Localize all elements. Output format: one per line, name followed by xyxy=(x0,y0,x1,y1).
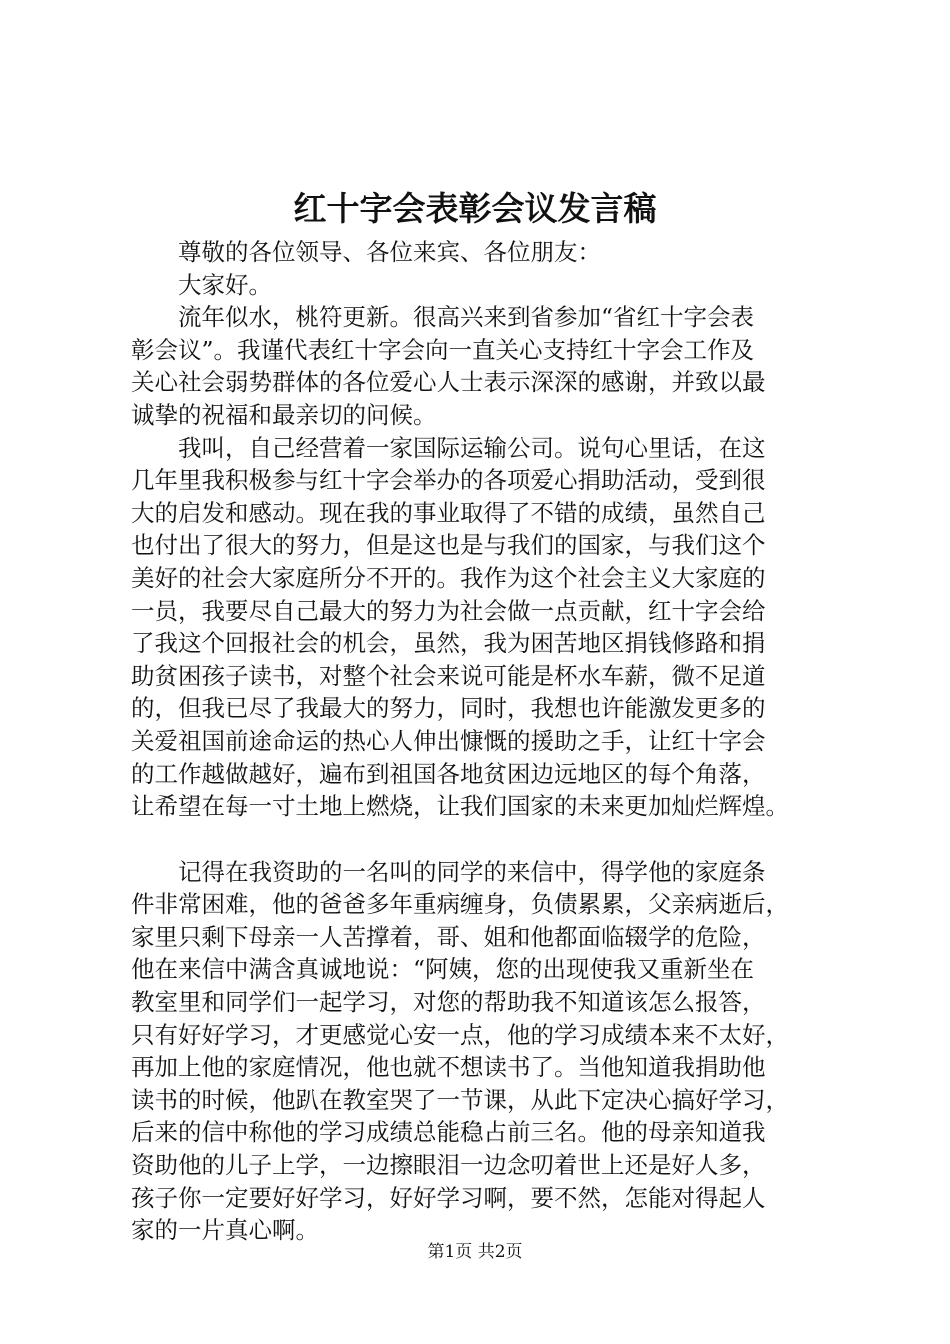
text-line: 家里只剩下母亲一人苦撑着，哥、姐和他都面临辍学的危险， xyxy=(131,922,766,951)
text-line: 他在来信中满含真诚地说：“阿姨，您的出现使我又重新坐在 xyxy=(131,955,755,984)
text-line: 关爱祖国前途命运的热心人伸出慷慨的援助之手，让红十字会 xyxy=(131,726,766,755)
text-line: 读书的时候，他趴在教室哭了一节课，从此下定决心搞好学习， xyxy=(131,1085,789,1114)
text-line: 助贫困孩子读书，对整个社会来说可能是杯水车薪，微不足道 xyxy=(131,661,766,690)
text-line: 件非常困难，他的爸爸多年重病缠身，负债累累，父亲病逝后， xyxy=(131,890,789,919)
text-line: 几年里我积极参与红十字会举办的各项爱心捐助活动，受到很 xyxy=(131,466,766,495)
document-title: 红十字会表彰会议发言稿 xyxy=(293,189,657,228)
text-line: 彰会议”。我谨代表红十字会向一直关心支持红十字会工作及 xyxy=(131,335,755,364)
text-line: 后来的信中称他的学习成绩总能稳占前三名。他的母亲知道我 xyxy=(131,1118,766,1147)
paragraph-self xyxy=(131,432,851,823)
text-line: 记得在我资助的一名叫的同学的来信中，得学他的家庭条 xyxy=(178,857,766,886)
text-line: 尊敬的各位领导、各位来宾、各位朋友： xyxy=(178,238,601,266)
text-line: 关心社会弱势群体的各位爱心人士表示深深的感谢，并致以最 xyxy=(131,368,766,397)
document-body xyxy=(131,236,851,1247)
text-line: 的，但我已尽了我最大的努力，同时，我想也许能激发更多的 xyxy=(131,694,766,723)
page-footer: 第1页 共2页 xyxy=(427,1242,523,1262)
text-line: 大的启发和感动。现在我的事业取得了不错的成绩，虽然自己 xyxy=(131,498,766,527)
text-line: 家的一片真心啊。 xyxy=(131,1216,319,1245)
text-line: 资助他的儿子上学，一边擦眼泪一边念叨着世上还是好人多， xyxy=(131,1151,766,1180)
text-line: 大家好。 xyxy=(178,270,272,299)
text-line: 只有好好学习，才更感觉心安一点，他的学习成绩本来不太好， xyxy=(131,1020,789,1049)
paragraph-hello xyxy=(131,269,851,302)
text-line: 孩子你一定要好好学习，好好学习啊，要不然，怎能对得起人 xyxy=(131,1183,766,1212)
text-line: 的工作越做越好，遍布到祖国各地贫困边远地区的每个角落， xyxy=(131,759,766,788)
text-line: 我叫，自己经营着一家国际运输公司。说句心里话，在这 xyxy=(178,433,766,462)
paragraph-letter xyxy=(131,856,851,1247)
text-line: 流年似水，桃符更新。很高兴来到省参加“省红十字会表 xyxy=(178,303,755,332)
text-line: 让希望在每一寸土地上燃烧，让我们国家的未来更加灿烂辉煌。 xyxy=(131,792,789,821)
text-line: 教室里和同学们一起学习，对您的帮助我不知道该怎么报答， xyxy=(131,988,766,1017)
text-line: 美好的社会大家庭所分不开的。我作为这个社会主义大家庭的 xyxy=(131,563,766,592)
paragraph-intro xyxy=(131,301,851,431)
paragraph-greeting xyxy=(131,236,851,269)
text-line: 再加上他的家庭情况，他也就不想读书了。当他知道我捐助他 xyxy=(131,1053,766,1082)
text-line: 一员，我要尽自己最大的努力为社会做一点贡献，红十字会给 xyxy=(131,596,766,625)
text-line: 诚挚的祝福和最亲切的问候。 xyxy=(131,400,437,429)
text-line: 了我这个回报社会的机会，虽然，我为困苦地区捐钱修路和捐 xyxy=(131,629,766,658)
text-line: 也付出了很大的努力，但是这也是与我们的国家，与我们这个 xyxy=(131,531,766,560)
paragraph-gap xyxy=(131,823,851,856)
